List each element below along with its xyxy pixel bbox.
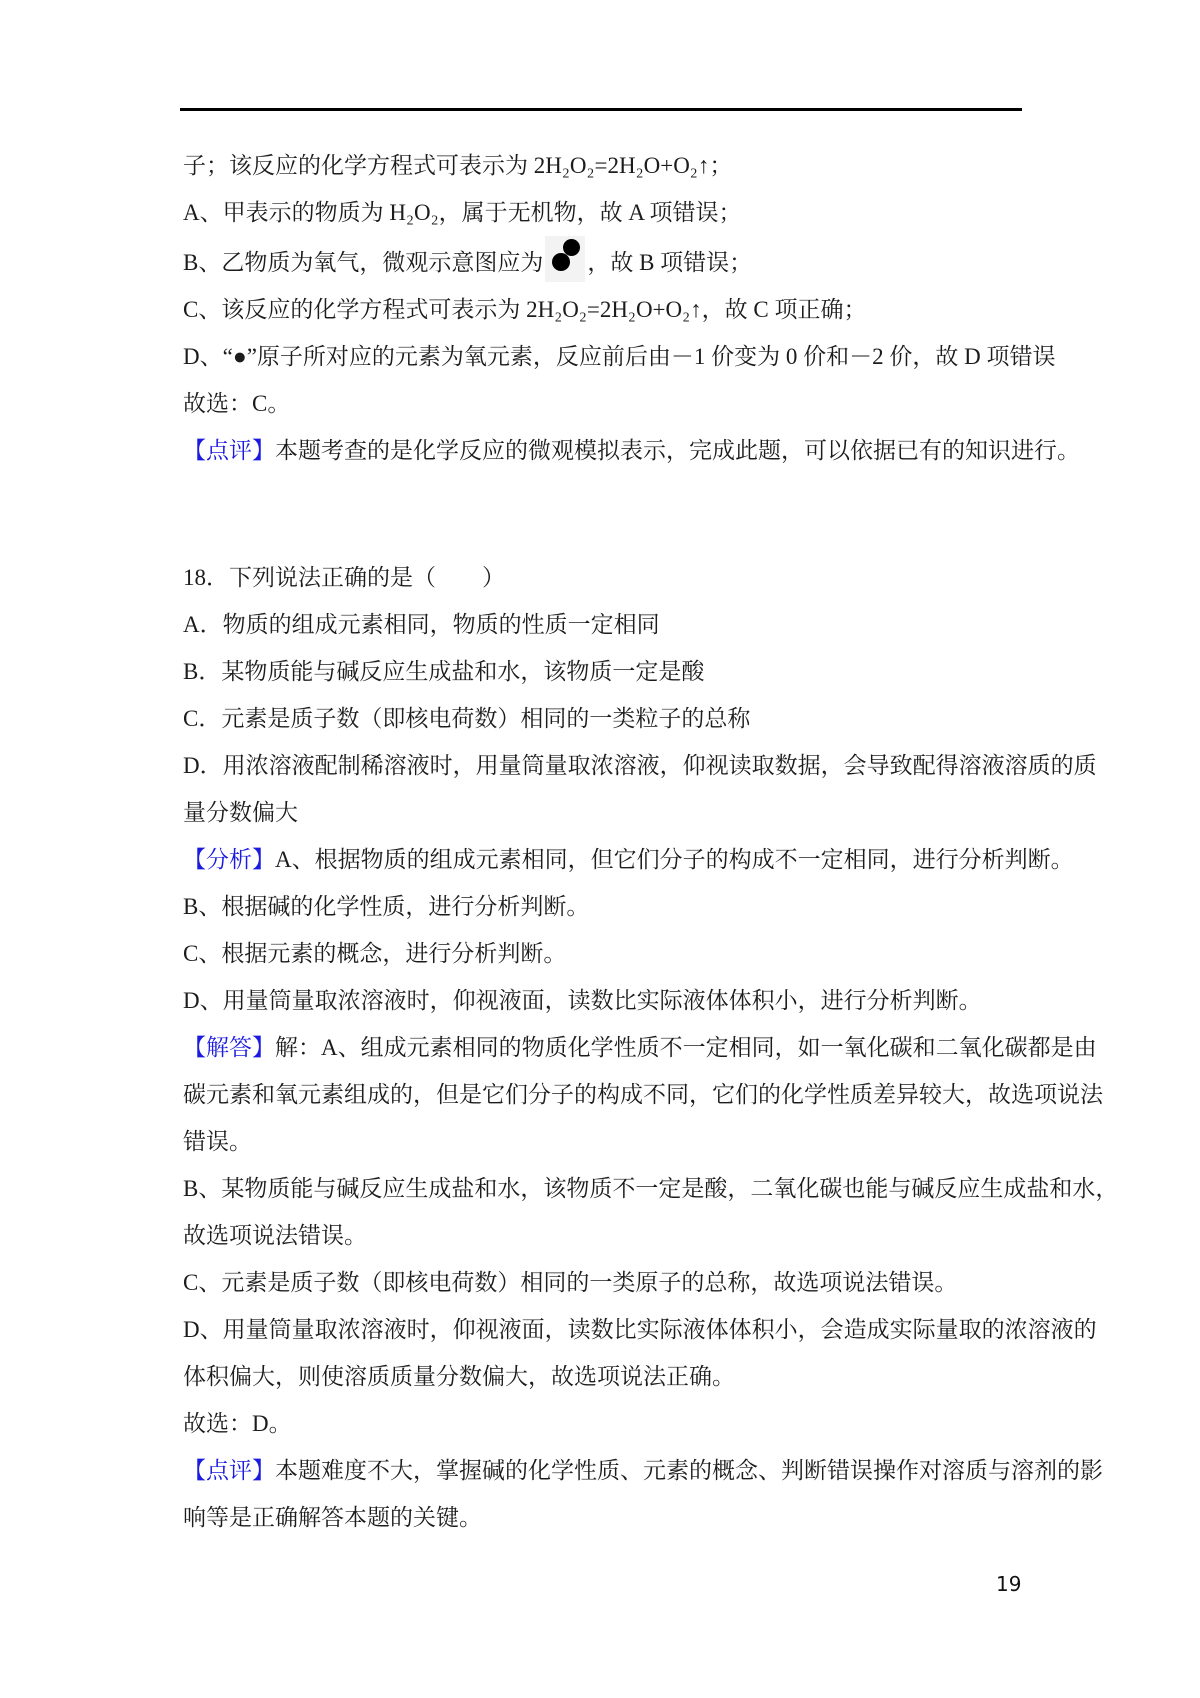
comment-label: 【点评】 xyxy=(183,438,275,463)
q18-option-a: A．物质的组成元素相同，物质的性质一定相同 xyxy=(183,612,660,637)
q18-analysis-d: D、用量筒量取浓溶液时，仰视液面，读数比实际液体体积小，进行分析判断。 xyxy=(183,988,982,1013)
q17-answer-line: 故选：C。 xyxy=(183,391,291,416)
page-number: 19 xyxy=(996,1572,1022,1596)
q18-answer-line-5: 故选项说法错误。 xyxy=(183,1223,367,1248)
oxygen-atom-icon xyxy=(563,239,580,256)
q18-conclusion-line: 故选：D。 xyxy=(183,1411,292,1436)
q17-option-a-result: A、甲表示的物质为 H₂O₂，属于无机物，故 A 项错误； xyxy=(183,200,742,225)
q17-option-c-result: C、该反应的化学方程式可表示为 2H₂O₂=2H₂O+O₂↑，故 C 项正确； xyxy=(183,297,867,322)
q18-answer-line-7: D、用量筒量取浓溶液时，仰视液面，读数比实际液体体积小，会造成实际量取的浓溶液的 xyxy=(183,1317,1097,1342)
q18-option-d-line-2: 量分数偏大 xyxy=(183,800,298,825)
q18-option-d-line-1: D．用浓溶液配制稀溶液时，用量筒量取浓溶液，仰视读取数据，会导致配得溶液溶质的质 xyxy=(183,753,1097,778)
q18-answer-line-8: 体积偏大，则使溶质质量分数偏大，故选项说法正确。 xyxy=(183,1364,735,1389)
q18-comment-line-1-text: 本题难度不大，掌握碱的化学性质、元素的概念、判断错误操作对溶质与溶剂的影 xyxy=(275,1458,1103,1483)
q17-continuation-line: 子；该反应的化学方程式可表示为 2H₂O₂=2H₂O+O₂↑； xyxy=(183,153,733,178)
answer-label: 【解答】 xyxy=(183,1035,275,1060)
q18-analysis-a xyxy=(183,836,1074,883)
q18-question-title: 18．下列说法正确的是（ ） xyxy=(183,565,505,590)
q18-answer-line-4: B、某物质能与碱反应生成盐和水，该物质不一定是酸，二氧化碳也能与碱反应生成盐和水， xyxy=(183,1176,1119,1201)
q18-answer-line-1-text: 解：A、组成元素相同的物质化学性质不一定相同，如一氧化碳和二氧化碳都是由 xyxy=(275,1035,1097,1060)
q18-answer-line-2: 碳元素和氧元素组成的，但是它们分子的构成不同，它们的化学性质差异较大，故选项说法 xyxy=(183,1082,1103,1107)
q18-analysis-c: C、根据元素的概念，进行分析判断。 xyxy=(183,941,567,966)
q17-option-b-text-post: ，故 B 项错误； xyxy=(587,250,753,275)
q18-comment-line-1 xyxy=(183,1447,1103,1494)
q18-answer-line-3: 错误。 xyxy=(183,1129,252,1154)
body-text xyxy=(183,142,1119,1541)
q18-analysis-b: B、根据碱的化学性质，进行分析判断。 xyxy=(183,894,590,919)
q17-option-d-result: D、“●”原子所对应的元素为氧元素，反应前后由－1 价变为 0 价和－2 价，故 D 项错误 xyxy=(183,344,1056,369)
analysis-label: 【分析】 xyxy=(183,847,275,872)
q18-comment-line-2: 响等是正确解答本题的关键。 xyxy=(183,1505,482,1530)
q18-option-c: C．元素是质子数（即核电荷数）相同的一类粒子的总称 xyxy=(183,706,751,731)
q17-option-b-text-pre: B、乙物质为氧气，微观示意图应为 xyxy=(183,250,544,275)
q18-answer-line-6: C、元素是质子数（即核电荷数）相同的一类原子的总称，故选项说法错误。 xyxy=(183,1270,958,1295)
oxygen-atom-icon xyxy=(552,253,570,271)
comment-label: 【点评】 xyxy=(183,1458,275,1483)
header-rule xyxy=(180,108,1022,111)
q18-analysis-a-text: A、根据物质的组成元素相同，但它们分子的构成不一定相同，进行分析判断。 xyxy=(275,847,1074,872)
oxygen-molecule-image xyxy=(545,236,585,282)
block-spacer xyxy=(183,474,1043,554)
q17-comment-line xyxy=(183,427,1080,474)
q17-comment-text: 本题考查的是化学反应的微观模拟表示，完成此题，可以依据已有的知识进行。 xyxy=(275,438,1080,463)
q17-option-b-result xyxy=(183,236,1043,286)
q18-answer-line-1 xyxy=(183,1024,1097,1071)
q18-option-b: B．某物质能与碱反应生成盐和水，该物质一定是酸 xyxy=(183,659,705,684)
